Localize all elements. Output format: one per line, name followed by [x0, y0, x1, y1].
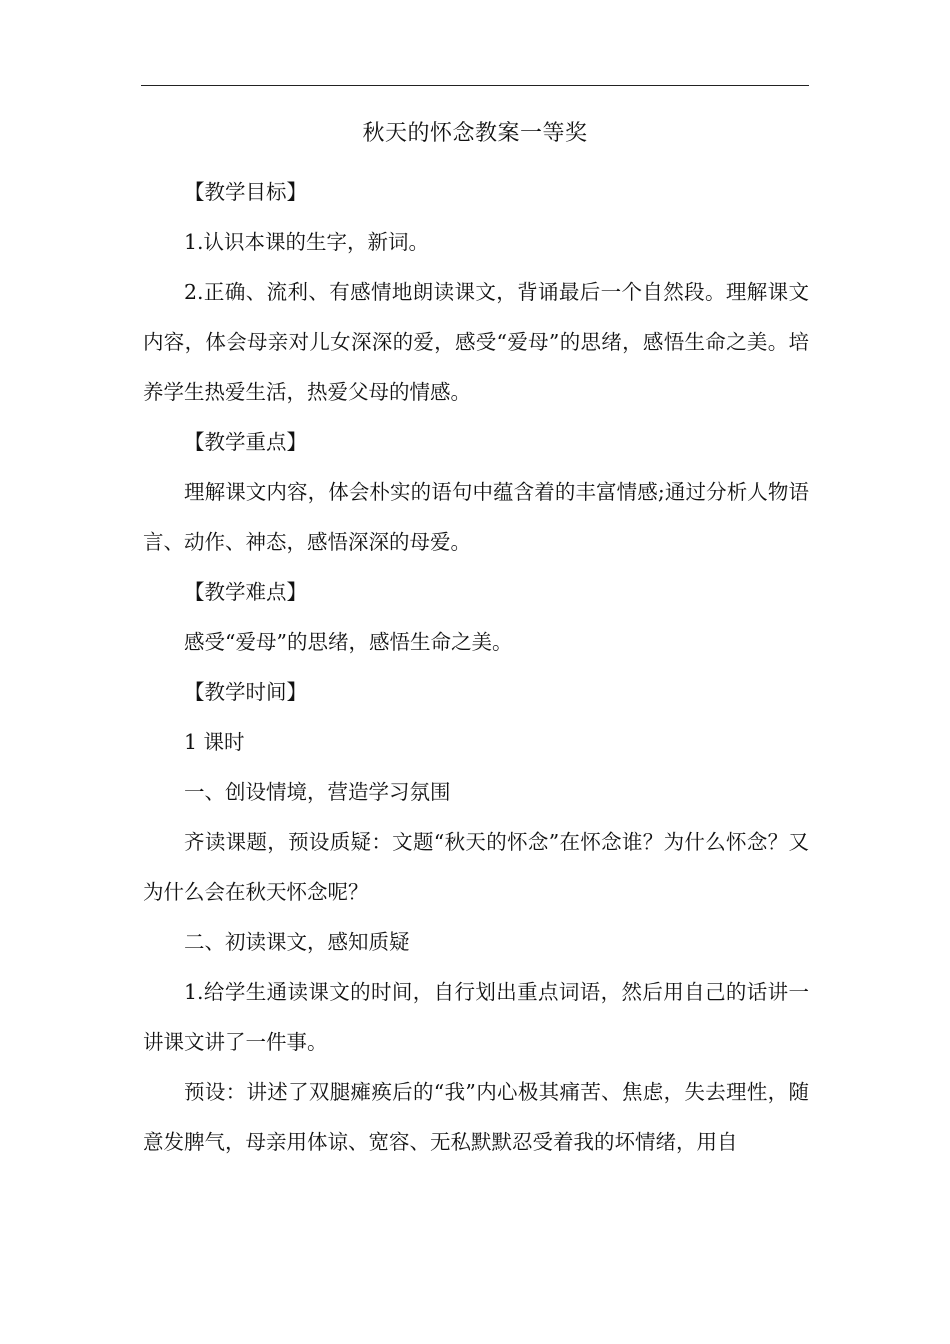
- document-title: 秋天的怀念教案一等奖: [362, 121, 588, 146]
- paragraph: 1.给学生通读课文的时间，自行划出重点词语，然后用自己的话讲一讲课文讲了一件事。: [143, 980, 809, 1054]
- paragraph: 2.正确、流利、有感情地朗读课文，背诵最后一个自然段。理解课文内容，体会母亲对儿女深深的爱，感受“爱母”的思绪，感悟生命之美。培养学生热爱生活，热爱父母的情感。: [143, 280, 809, 404]
- paragraph: 齐读课题，预设质疑：文题“秋天的怀念”在怀念谁？为什么怀念？又为什么会在秋天怀念呢？: [143, 830, 809, 904]
- paragraph: 感受“爱母”的思绪，感悟生命之美。: [184, 630, 513, 654]
- paragraph: 1.认识本课的生字，新词。: [184, 230, 430, 254]
- section-heading-difficulties: 【教学难点】: [184, 580, 307, 604]
- section-heading-step-one: 一、创设情境，营造学习氛围: [184, 780, 451, 804]
- section-heading-time: 【教学时间】: [184, 680, 307, 704]
- paragraph: 理解课文内容，体会朴实的语句中蕴含着的丰富情感;通过分析人物语言、动作、神态，感悟深深的母爱。: [143, 480, 809, 554]
- section-heading-objectives: 【教学目标】: [184, 180, 307, 204]
- section-heading-key-points: 【教学重点】: [184, 430, 307, 454]
- header-rule: [141, 85, 809, 86]
- paragraph: 预设：讲述了双腿瘫痪后的“我”内心极其痛苦、焦虑，失去理性，随意发脾气，母亲用体谅、宽容、无私默默忍受着我的坏情绪，用自: [143, 1080, 809, 1154]
- paragraph: 1 课时: [184, 730, 245, 754]
- section-heading-step-two: 二、初读课文，感知质疑: [184, 930, 410, 954]
- document-body: [143, 167, 809, 1167]
